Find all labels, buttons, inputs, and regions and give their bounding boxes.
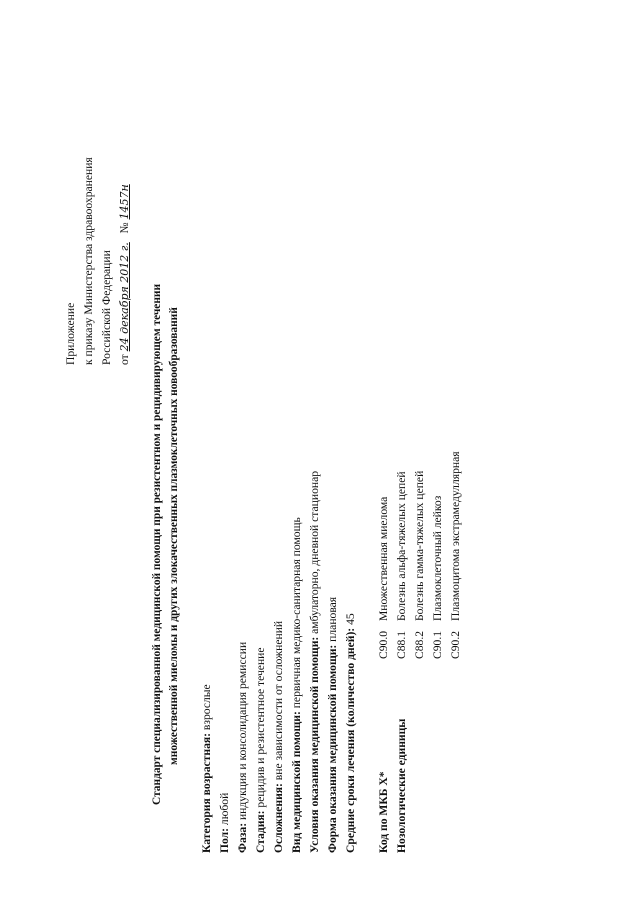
handwritten-date: 24 декабря 2012 г. xyxy=(118,242,131,352)
param-value: вне зависимости от осложнений xyxy=(272,620,285,784)
icd-name: Плазмоцитома экстрамедуллярная xyxy=(449,451,462,621)
param-label: Пол: xyxy=(218,827,231,853)
icd-row xyxy=(429,451,447,659)
param-label: Фаза: xyxy=(236,822,249,853)
icd-code: C90.2 xyxy=(449,630,462,659)
number-prefix: № xyxy=(118,222,131,234)
date-prefix: от xyxy=(118,354,131,365)
icd-labels xyxy=(375,719,411,853)
param-value: индукция и консолидация ремиссии xyxy=(236,641,249,823)
icd-row xyxy=(447,451,465,659)
param-sex xyxy=(216,471,234,853)
icd-name: Множественная миелома xyxy=(377,496,390,621)
param-value: плановая xyxy=(326,596,339,645)
param-age xyxy=(198,471,216,853)
param-stage xyxy=(252,471,270,853)
param-value: рецидив и резистентное течение xyxy=(254,647,267,811)
param-label: Осложнения: xyxy=(272,783,285,853)
param-care-type xyxy=(288,471,306,853)
param-value: 45 xyxy=(344,613,357,628)
param-value: амбулаторно, дневной стационар xyxy=(308,470,321,637)
param-label: Стадия: xyxy=(254,810,267,853)
param-label: Категория возрастная: xyxy=(200,733,213,853)
icd-code: C90.1 xyxy=(431,630,444,659)
param-care-conditions xyxy=(306,471,324,853)
header-line-order: к приказу Министерства здравоохранения xyxy=(82,157,95,365)
title-line-1: Стандарт специализированной медицинской помощи при резистентном и рецидивирующем течении xyxy=(151,283,163,805)
header-line-date xyxy=(116,157,134,365)
icd-code: C88.1 xyxy=(395,630,408,659)
param-complications xyxy=(270,471,288,853)
order-header xyxy=(62,157,134,365)
title-line-2: множественной миеломы и других злокачественных плазмоклеточных новообразований xyxy=(168,307,180,765)
icd-row xyxy=(393,451,411,659)
nosology-label: Нозологические единицы xyxy=(395,718,408,853)
icd-name: Болезнь гамма-тяжелых цепей xyxy=(413,470,426,621)
icd-row xyxy=(411,451,429,659)
param-label: Средние сроки лечения (количество дней): xyxy=(344,627,357,853)
param-label: Вид медицинской помощи: xyxy=(290,711,303,853)
icd-code-list xyxy=(375,451,465,659)
document-title xyxy=(149,284,183,805)
standard-parameters xyxy=(198,471,360,853)
param-value: первичная медико-санитарная помощь xyxy=(290,517,303,712)
header-line-federation: Российской Федерации xyxy=(100,250,113,365)
icd-row xyxy=(375,451,393,659)
handwritten-number: 1457н xyxy=(118,184,131,220)
param-label: Условия оказания медицинской помощи: xyxy=(308,636,321,853)
icd-code: C90.0 xyxy=(377,630,390,659)
param-label: Форма оказания медицинской помощи: xyxy=(326,644,339,853)
param-duration xyxy=(342,471,360,853)
icd-name: Болезнь альфа-тяжелых цепей xyxy=(395,471,408,621)
icd-code-label: Код по МКБ X* xyxy=(377,771,390,853)
param-phase xyxy=(234,471,252,853)
icd-name: Плазмоклеточный лейкоз xyxy=(431,495,444,621)
param-value: любой xyxy=(218,792,231,828)
icd-code: C88.2 xyxy=(413,630,426,659)
header-line-appendix: Приложение xyxy=(64,302,77,365)
param-value: взрослые xyxy=(200,684,213,733)
param-care-form xyxy=(324,471,342,853)
